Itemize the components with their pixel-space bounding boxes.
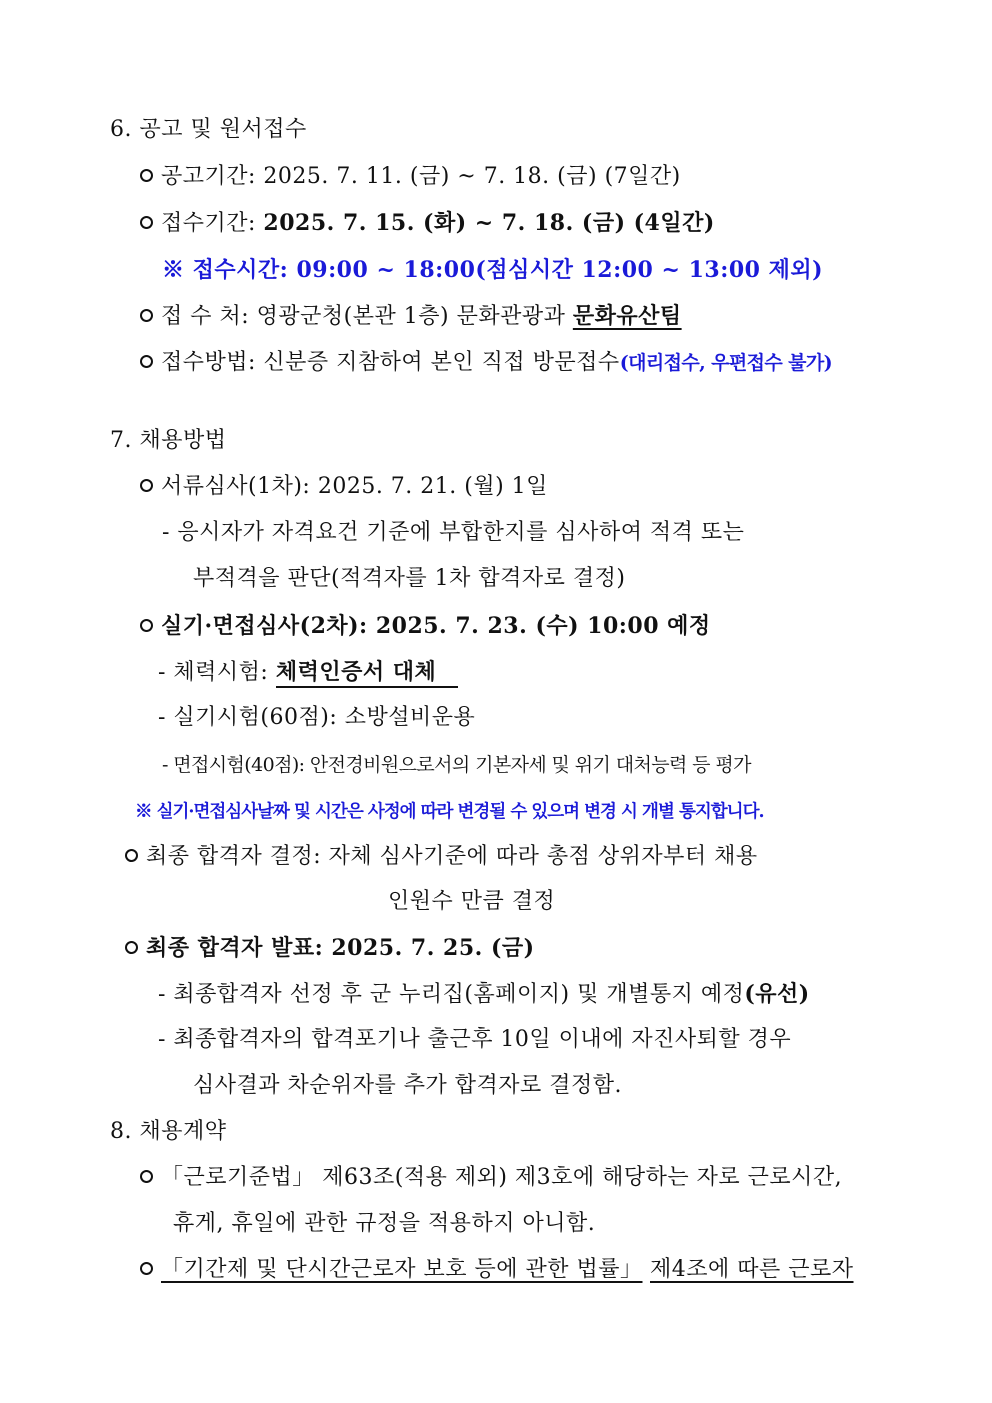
circle-bullet-icon — [140, 216, 153, 229]
clause-1-text: 제63조(적용 제외) 제3호에 해당하는 자로 근로시간, — [322, 1165, 843, 1190]
document-review — [140, 472, 548, 502]
clause-2-text: 제4조에 따른 근로자 — [650, 1257, 854, 1282]
final-announce — [125, 933, 535, 963]
circle-bullet-icon — [140, 619, 153, 632]
receipt-period-label: 접수기간: — [161, 211, 256, 236]
circle-bullet-icon — [140, 355, 153, 368]
receipt-place-team: 문화유산팀 — [572, 303, 682, 329]
circle-bullet-icon — [140, 169, 153, 182]
practical-interview — [140, 611, 711, 641]
notice-period-label: 공고기간: — [161, 164, 256, 189]
fitness-test-label: - 체력시험: — [158, 660, 269, 685]
announce-desc-1-text: - 최종합격자 선정 후 군 누리집(홈페이지) 및 개별통지 예정 — [158, 982, 745, 1007]
fitness-test-value: 체력인증서 대체 — [276, 659, 458, 688]
announce-desc-1-bold: (유선) — [744, 981, 810, 1007]
section-8-title: 8. 채용계약 — [110, 1119, 227, 1144]
circle-bullet-icon — [125, 941, 138, 954]
circle-bullet-icon — [140, 1170, 153, 1183]
clause-2 — [140, 1255, 854, 1285]
announce-desc-1 — [158, 979, 810, 1010]
receipt-period — [140, 208, 715, 239]
receipt-method-label: 접수방법: — [161, 350, 256, 375]
receipt-period-value: 2025. 7. 15. (화) ~ 7. 18. (금) (4일간) — [263, 210, 715, 236]
receipt-place — [140, 301, 682, 332]
section-6-title: 6. 공고 및 원서접수 — [110, 117, 307, 142]
notice-period-value: 2025. 7. 11. (금) ~ 7. 18. (금) (7일간) — [263, 164, 681, 189]
schedule-change-note: ※ 실기·면접심사날짜 및 시간은 사정에 따라 변경될 수 있으며 변경 시 개별 통지합니다. — [135, 802, 764, 822]
receipt-place-value: 영광군청(본관 1층) 문화관광과 — [256, 304, 566, 329]
interview-test: - 면접시험(40점): 안전경비원으로서의 기본자세 및 위기 대처능력 등 평가 — [162, 754, 751, 776]
final-decision-text: 최종 합격자 결정: 자체 심사기준에 따라 총점 상위자부터 채용 — [146, 844, 758, 869]
document-review-desc-1: - 응시자가 자격요건 기준에 부합한지를 심사하여 적격 또는 — [162, 520, 745, 545]
clause-1 — [140, 1163, 842, 1193]
final-announce-text: 최종 합격자 발표: 2025. 7. 25. (금) — [146, 935, 535, 961]
circle-bullet-icon — [140, 479, 153, 492]
document-review-desc-2: 부적격을 판단(적격자를 1차 합격자로 결정) — [193, 566, 626, 591]
clause-1-law: 「근로기준법」 — [161, 1165, 315, 1190]
final-decision-cont: 인원수 만큼 결정 — [388, 889, 556, 914]
clause-1-cont: 휴게, 휴일에 관한 규정을 적용하지 아니함. — [173, 1211, 596, 1236]
document-review-text: 서류심사(1차): 2025. 7. 21. (월) 1일 — [161, 474, 548, 499]
circle-bullet-icon — [140, 309, 153, 322]
receipt-place-label: 접 수 처: — [161, 304, 250, 329]
receipt-method-note: (대리접수, 우편접수 불가) — [619, 352, 833, 374]
receipt-method-value: 신분증 지참하여 본인 직접 방문접수 — [263, 350, 620, 375]
receipt-method — [140, 348, 832, 378]
announce-desc-3: 심사결과 차순위자를 추가 합격자로 결정함. — [193, 1073, 623, 1098]
practical-interview-text: 실기·면접심사(2차): 2025. 7. 23. (수) 10:00 예정 — [161, 613, 711, 639]
final-decision — [125, 842, 758, 872]
fitness-test — [158, 657, 458, 688]
announce-desc-2: - 최종합격자의 합격포기나 출근후 10일 이내에 자진사퇴할 경우 — [158, 1027, 792, 1052]
skill-test: - 실기시험(60점): 소방설비운용 — [158, 705, 476, 730]
circle-bullet-icon — [140, 1262, 153, 1275]
receipt-time-note: ※ 접수시간: 09:00 ~ 18:00(점심시간 12:00 ~ 13:00 제외) — [162, 257, 824, 283]
circle-bullet-icon — [125, 849, 138, 862]
clause-2-law: 「기간제 및 단시간근로자 보호 등에 관한 법률」 — [161, 1257, 643, 1282]
section-7-title: 7. 채용방법 — [110, 428, 227, 453]
notice-period — [140, 162, 681, 192]
